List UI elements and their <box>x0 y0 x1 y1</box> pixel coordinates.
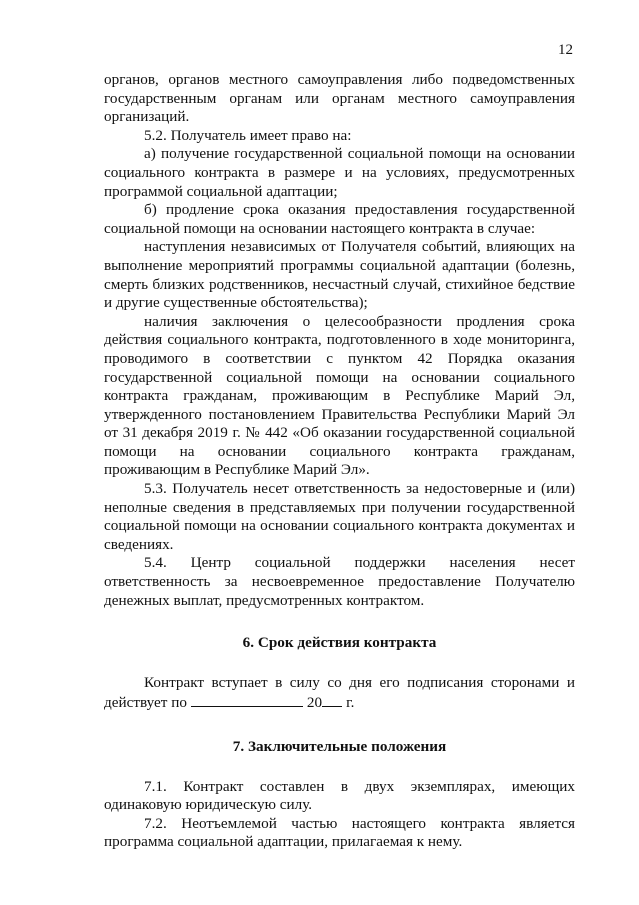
paragraph-contract-term <box>104 674 575 713</box>
paragraph-5-2-a: а) получение государственной социальной помощи на основании социального контракта в размере и на условиях, предусмотренных программой социальной адаптации; <box>104 145 575 200</box>
contract-term-text: Контракт вступает в силу со дня его подписания сторонами и действует по <box>104 673 575 712</box>
year-suffix: г. <box>346 694 355 712</box>
paragraph-conclusion: наличия заключения о целесообразности продления срока действия социального контракта, подготовленного в ходе мониторинга, проводимого в соответствии с пунктом 42 Порядка оказания государственной социальной помощи на основании социального контракта гражданам, проживающим в Республике Марий Эл, утвержденного постановлением Правительства Республики Марий Эл от 31 декабря 2019 г. № 442 «Об оказании государственной социальной помощи на основании социального контракта гражданам, проживающим в Республике Марий Эл». <box>104 312 575 479</box>
page-number: 12 <box>558 42 573 58</box>
paragraph-5-4: 5.4. Центр социальной поддержки населения несет ответственность за несвоевременное предоставление Получателю денежных выплат, предусмотренных контрактом. <box>104 554 575 609</box>
paragraph-5-2-b: б) продление срока оказания предоставления государственной социальной помощи на основании настоящего контракта в случае: <box>104 201 575 237</box>
paragraph-5-2: 5.2. Получатель имеет право на: <box>144 126 352 144</box>
paragraph-events: наступления независимых от Получателя событий, влияющих на выполнение мероприятий программы социальной адаптации (болезнь, смерть близких родственников, несчастный случай, стихийное бедствие и другие существенные обстоятельства); <box>104 238 575 312</box>
paragraph-continuation: органов, органов местного самоуправления либо подведомственных государственным органам или органам местного самоуправления организаций. <box>104 71 575 126</box>
paragraph-7-2: 7.2. Неотъемлемой частью настоящего контракта является программа социальной адаптации, прилагаемая к нему. <box>104 814 575 851</box>
year-prefix: 20 <box>306 694 323 712</box>
paragraph-5-3: 5.3. Получатель несет ответственность за недостоверные и (или) неполные сведения в представляемых при получении государственной социальной помощи на основании социального контракта документах и сведениях. <box>104 480 575 553</box>
year-blank-field <box>322 692 342 707</box>
document-body <box>104 71 575 852</box>
section-6-heading: 6. Срок действия контракта <box>242 634 437 652</box>
paragraph-7-1: 7.1. Контракт составлен в двух экземплярах, имеющих одинаковую юридическую силу. <box>104 777 575 814</box>
section-7-heading: 7. Заключительные положения <box>232 738 447 755</box>
date-blank-field <box>191 692 303 707</box>
